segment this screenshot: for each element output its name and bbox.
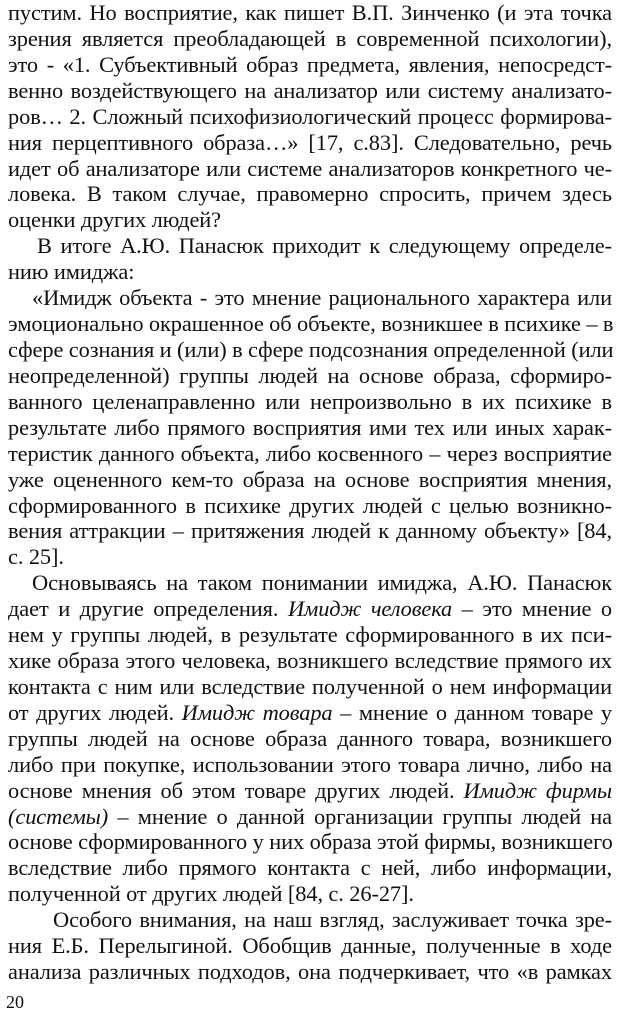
text-line: с. 25].: [8, 544, 64, 569]
text-line: ров… 2. Сложный психофизиологический процесс формирова-: [8, 104, 612, 129]
text-line: Основываясь на таком понимании имиджа, А.Ю. Панасюк: [32, 570, 612, 595]
text-line: хике образа этого человека, возникшего вследствие прямого их: [8, 648, 612, 673]
text-line: группы людей на основе образа данного товара, возникшего: [8, 726, 612, 751]
text-line: нию имиджа:: [8, 259, 135, 284]
text-line: идет об анализаторе или системе анализаторов конкретного че-: [8, 156, 612, 181]
page-number: 20: [6, 992, 24, 1012]
text-line: [8, 804, 612, 830]
text-line: ловека. В таком случае, правомерно спросить, причем здесь: [8, 181, 612, 206]
text-line: анализа различных подходов, она подчеркивает, что «в рамках: [8, 959, 612, 984]
text-line: результате либо прямого восприятия ими тех или иных харак-: [8, 415, 612, 440]
text-line: вследствие либо прямого контакта с ней, либо информации,: [8, 855, 612, 880]
text-line: «Имидж объекта - это мнение рационального характера или: [32, 285, 612, 310]
text-run: – это мнение о: [452, 596, 612, 621]
text-line: сформированного в психике других людей с целью возникно-: [8, 493, 612, 518]
text-line: нем у группы людей, в результате сформированного в их пси-: [8, 622, 612, 647]
text-run: дает и другие определения.: [8, 596, 288, 621]
text-run: основе мнения об этом товаре других людей.: [8, 778, 464, 803]
text-line: неопределенной) группы людей на основе образа, сформиро-: [8, 363, 612, 388]
text-line: венно воздействующего на анализатор или систему анализато-: [8, 78, 612, 103]
text-line: зрения является преобладающей в современной психологии),: [8, 26, 612, 51]
text-line: контакта с ним или вследствие полученной о нем информации: [8, 674, 612, 699]
term-image-of-product: Имидж товара: [181, 700, 333, 725]
text-line: [8, 700, 612, 726]
text-line: уже оцененного кем-то образа на основе восприятия мнения,: [8, 467, 612, 492]
text-line: [8, 778, 612, 804]
term-system: (системы): [8, 804, 109, 829]
text-line: основе сформированного у них образа этой фирмы, возникшего: [8, 829, 613, 854]
text-line: сфере сознания и (или) в сфере подсознания определенной (или: [8, 337, 614, 362]
text-line: вения аттракции – притяжения людей к данному объекту» [84,: [8, 518, 612, 543]
text-run: от других людей.: [8, 700, 182, 725]
text-line: ния перцептивного образа…» [17, с.83]. Следовательно, речь: [8, 130, 612, 155]
text-run: – мнение о данной организации группы людей на: [108, 804, 612, 829]
text-line: пустим. Но восприятие, как пишет В.П. Зинченко (и эта точка: [8, 0, 612, 25]
text-line: это - «1. Субъективный образ предмета, явления, непосредст-: [8, 52, 612, 77]
text-line: теристик данного объекта, либо косвенного – через восприятие: [8, 441, 612, 466]
term-image-of-person: Имидж человека: [287, 596, 453, 621]
text-run: – мнение о данном товаре у: [332, 700, 612, 725]
text-line: эмоционально окрашенное об объекте, возникшее в психике – в: [8, 311, 614, 336]
text-line: [8, 596, 612, 622]
text-line: В итоге А.Ю. Панасюк приходит к следующему определе-: [37, 233, 612, 258]
text-line: оценки других людей?: [8, 207, 222, 232]
text-line: Особого внимания, на наш взгляд, заслуживает точка зре-: [53, 907, 612, 932]
text-line: либо при покупке, использовании этого товара лично, либо на: [8, 752, 612, 777]
text-line: ния Е.Б. Перелыгиной. Обобщив данные, полученные в ходе: [8, 933, 612, 958]
text-line: ванного целенаправленно или непроизвольно в их психике в: [8, 389, 612, 414]
text-line: полученной от других людей [84, с. 26-27].: [8, 881, 414, 906]
term-image-of-firm: Имидж фирмы: [463, 778, 612, 803]
